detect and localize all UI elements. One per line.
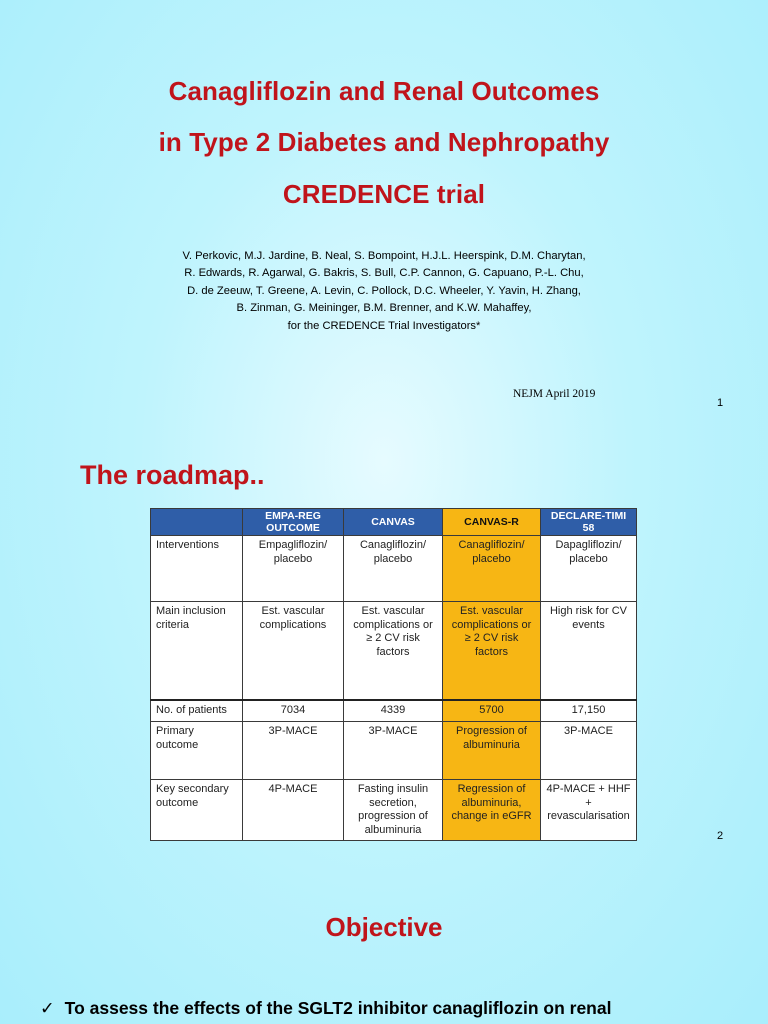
table-row (151, 700, 637, 722)
table-cell-highlight: Progression of albuminuria (443, 722, 541, 780)
table-cell: Empagliflozin/ placebo (243, 536, 344, 602)
author-line: for the CREDENCE Trial Investigators* (287, 319, 481, 332)
table-cell: Est. vascular complications (243, 602, 344, 700)
table-cell: Fasting insulin secretion, progression of albuminuria (344, 780, 443, 841)
table-header-cell: CANVAS (344, 509, 443, 536)
table-cell: 4P-MACE (243, 780, 344, 841)
table-row (151, 602, 637, 700)
row-label: Interventions (151, 536, 243, 602)
table-cell-highlight: Est. vascular complications or ≥ 2 CV risk factors (443, 602, 541, 700)
title-line-2: in Type 2 Diabetes and Nephropathy (158, 127, 610, 157)
table-cell-highlight: Canagliflozin/ placebo (443, 536, 541, 602)
table-cell: Dapagliflozin/ placebo (541, 536, 637, 602)
title-line-3: CREDENCE trial (282, 179, 486, 209)
table-header-cell (151, 509, 243, 536)
page-number-1: 1 (717, 397, 724, 409)
table-cell: 17,150 (541, 700, 637, 722)
objective-bullet (40, 998, 611, 1019)
table-cell-highlight: Regression of albuminuria, change in eGFR (443, 780, 541, 841)
row-label: No. of patients (151, 700, 243, 722)
table-cell: 4339 (344, 700, 443, 722)
checkmark-icon: ✓ (40, 998, 55, 1018)
row-label: Primary outcome (151, 722, 243, 780)
objective-heading: Objective (325, 912, 443, 942)
table-cell: High risk for CV events (541, 602, 637, 700)
table-row (151, 536, 637, 602)
table-row (151, 780, 637, 841)
table-header-cell: DECLARE-TIMI 58 (541, 509, 637, 536)
page-number-2: 2 (717, 830, 724, 842)
table-cell: 7034 (243, 700, 344, 722)
table-cell-highlight: 5700 (443, 700, 541, 722)
table-cell: 3P-MACE (541, 722, 637, 780)
title-line-1: Canagliflozin and Renal Outcomes (168, 76, 600, 106)
table-cell: 3P-MACE (243, 722, 344, 780)
table-row (151, 722, 637, 780)
author-line: B. Zinman, G. Meininger, B.M. Brenner, and K.W. Mahaffey, (236, 302, 532, 315)
objective-bullet-text: To assess the effects of the SGLT2 inhibitor canagliflozin on renal (64, 998, 612, 1018)
row-label: Main inclusion criteria (151, 602, 243, 700)
author-line: V. Perkovic, M.J. Jardine, B. Neal, S. Bompoint, H.J.L. Heerspink, D.M. Charytan, (182, 250, 586, 262)
roadmap-heading: The roadmap.. (80, 460, 265, 490)
journal-citation: NEJM April 2019 (513, 388, 596, 400)
table-cell: 4P-MACE + HHF + revascularisation (541, 780, 637, 841)
table-header-cell: EMPA-REG OUTCOME (243, 509, 344, 536)
author-list (120, 248, 648, 335)
table-cell: Est. vascular complications or ≥ 2 CV risk factors (344, 602, 443, 700)
author-line: R. Edwards, R. Agarwal, G. Bakris, S. Bull, C.P. Cannon, G. Capuano, P.-L. Chu, (184, 267, 584, 280)
table-cell: Canagliflozin/ placebo (344, 536, 443, 602)
row-label: Key secondary outcome (151, 780, 243, 841)
table-header-cell-highlight: CANVAS-R (443, 509, 541, 536)
table-header-row (151, 509, 637, 536)
author-line: D. de Zeeuw, T. Greene, A. Levin, C. Pollock, D.C. Wheeler, Y. Yavin, H. Zhang, (187, 284, 581, 297)
table-cell: 3P-MACE (344, 722, 443, 780)
trial-comparison-table (150, 508, 637, 841)
